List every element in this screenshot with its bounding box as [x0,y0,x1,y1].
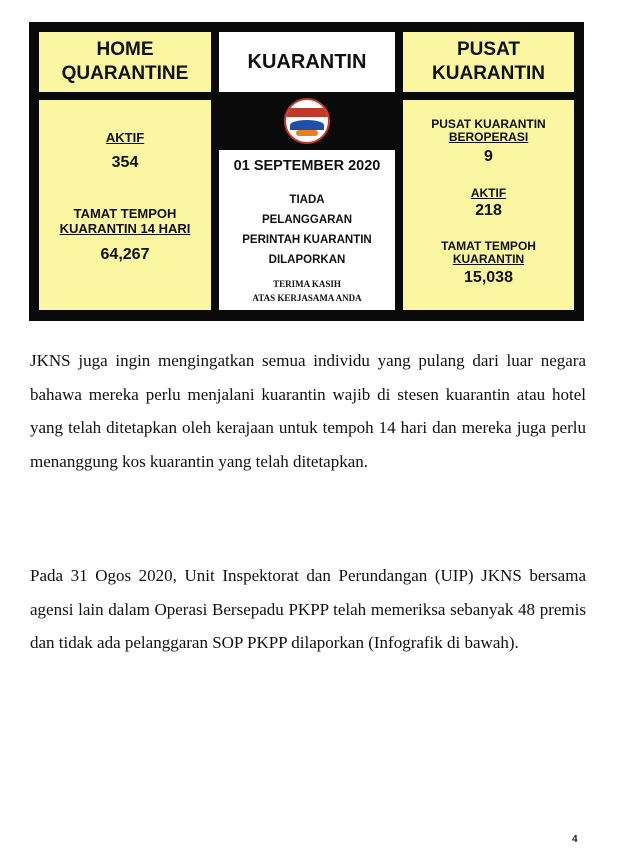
operating-value: 9 [484,148,493,165]
operating-label-line2: BEROPERASI [448,130,529,144]
home-active-value: 354 [111,154,139,171]
logo-band [217,94,397,148]
home-quarantine-header [37,30,213,94]
kuarantin-panel [217,148,397,312]
sabah-state-logo-icon [284,98,330,144]
quarantine-infographic [29,22,584,321]
report-date: 01 SEPTEMBER 2020 [233,158,381,174]
operating-label-line1: PUSAT KUARANTIN [431,117,546,131]
no-violation-line3: PERINTAH KUARANTIN [242,234,372,246]
no-violation-line1: TIADA [289,194,325,206]
no-violation-line2: PELANGGARAN [261,214,353,226]
no-violation-line4: DILAPORKAN [268,254,346,266]
page-number: 4 [572,834,578,845]
home-active-label: AKTIF [105,130,145,145]
pusat-kuarantin-panel [401,98,576,312]
home-title-line1: HOME [96,39,154,60]
pusat-title-line2: KUARANTIN [432,63,545,84]
home-title-line2: QUARANTINE [61,63,189,84]
pusat-done-label-line2: KUARANTIN [452,252,525,266]
thanks-line2: ATAS KERJASAMA ANDA [252,293,362,303]
paragraph-inspection-report: Pada 31 Ogos 2020, Unit Inspektorat dan Perundangan (UIP) JKNS bersama agensi lain dalam Operasi Bersepadu PKPP telah memeriksa sebanyak 48 premis dan tidak ada pelanggaran SOP PKPP dilaporkan (Infografik di bawah). [30,566,586,652]
kuarantin-header [217,30,397,94]
pusat-done-value: 15,038 [464,269,513,286]
pusat-active-label: AKTIF [470,186,507,200]
home-done-value: 64,267 [100,246,150,263]
home-done-label-line2: KUARANTIN 14 HARI [59,221,191,236]
home-quarantine-panel [37,98,213,312]
paragraph-quarantine-reminder: JKNS juga ingin mengingatkan semua individu yang pulang dari luar negara bahawa mereka perlu menjalani kuarantin wajib di stesen kuarantin atau hotel yang telah ditetapkan oleh kerajaan untuk tempoh 14 hari dan mereka juga perlu menanggung kos kuarantin yang telah ditetapkan. [30,351,586,471]
home-done-label-line1: TAMAT TEMPOH [73,206,177,221]
pusat-done-label-line1: TAMAT TEMPOH [441,239,536,253]
kuarantin-title: KUARANTIN [247,51,367,73]
pusat-title-line1: PUSAT [457,39,520,60]
pusat-kuarantin-header [401,30,576,94]
thanks-line1: TERIMA KASIH [273,279,341,289]
pusat-active-value: 218 [475,202,502,219]
